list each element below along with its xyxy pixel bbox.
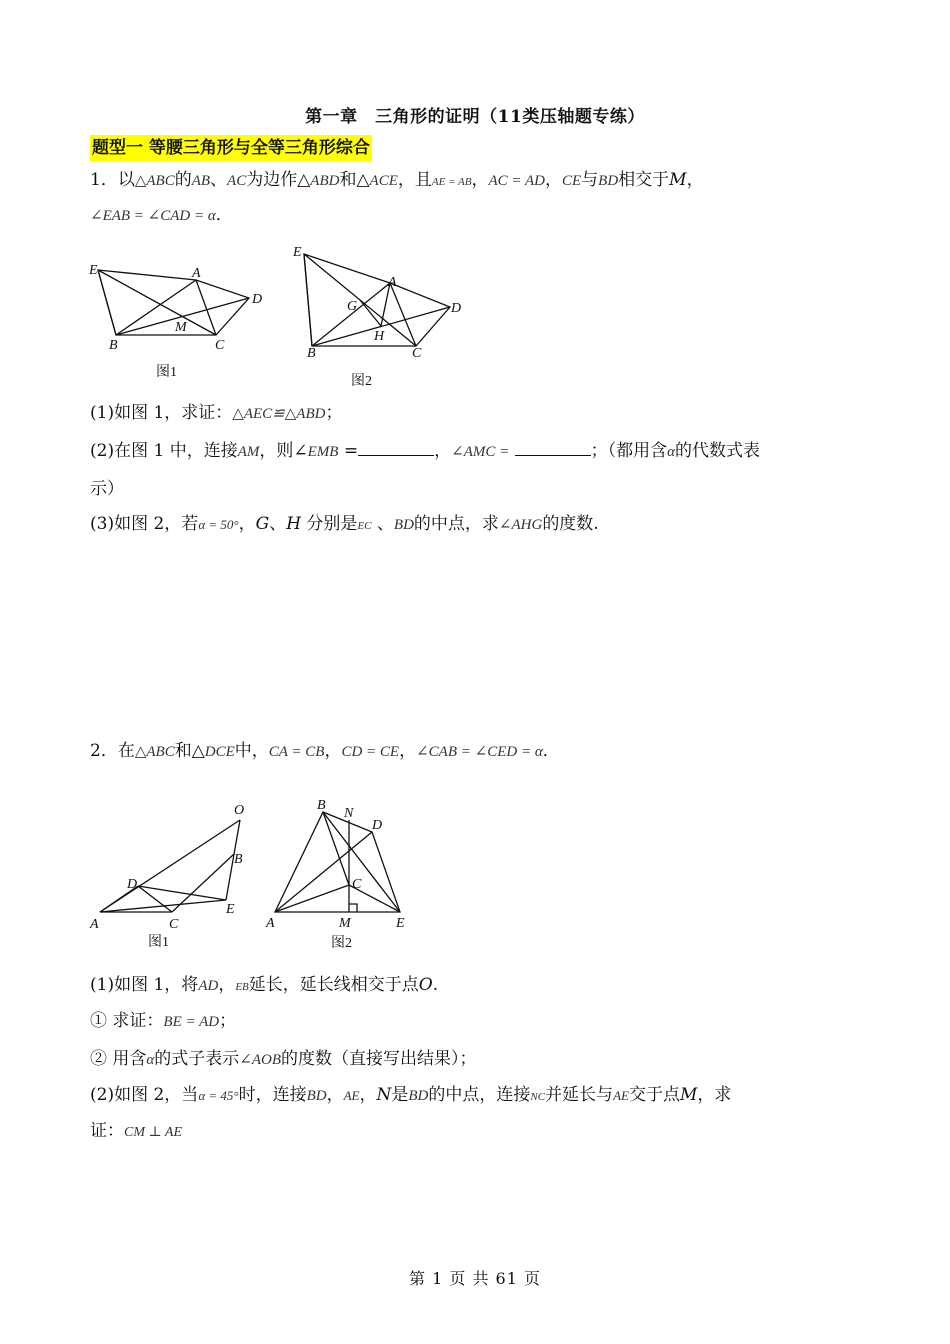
q1-fig1-label-a: A: [192, 266, 201, 281]
q2-figure-2: [260, 792, 430, 952]
q1-part-1: (1)如图 1，求证：△AEC≌△ABD；: [90, 403, 343, 423]
q1-part-2: (2)在图 1 中，连接AM，则∠EMB = ，∠AMC = ；（都用含α的代数式表: [90, 437, 760, 466]
q1-fig2-label-a: A: [388, 275, 397, 290]
q2-fig1-label-c: C: [169, 917, 179, 932]
q1-fig2-label-c: C: [412, 346, 422, 361]
q2-sub-2: ② 用含α的式子表示∠AOB的度数（直接写出结果）；: [90, 1049, 477, 1069]
q1-fig2-label-e: E: [293, 245, 302, 260]
q1-fig2-label-g: G: [347, 299, 358, 314]
q1-fig1-label-b: B: [109, 338, 118, 353]
page-footer: 第 1 页 共 61 页: [409, 1269, 541, 1288]
q1-angle-condition: ∠EAB = ∠CAD = α．: [90, 205, 233, 225]
q1-fig1-label-c: C: [215, 338, 225, 353]
q1-fig1-label-m: M: [175, 320, 187, 335]
q1-fig2-caption: 图2: [351, 374, 372, 389]
q1-fig2-label-b: B: [307, 346, 316, 361]
q2-part-2-cont: 证：CM ⊥ AE: [90, 1121, 183, 1141]
q2-fig1-label-e: E: [226, 902, 235, 917]
q1-fig1-outline: [98, 270, 249, 335]
q2-fig1-label-a: A: [90, 917, 99, 932]
q2-fig2-label-e: E: [396, 916, 405, 931]
q1-fig1-caption: 图1: [156, 365, 177, 380]
q1-fig2-label-h: H: [374, 329, 385, 344]
q2-part-1: (1)如图 1，将AD，EB延长，延长线相交于点O.: [90, 975, 439, 995]
q2-fig2-label-n: N: [344, 806, 354, 821]
q2-fig1-caption: 图1: [148, 935, 169, 950]
q2-fig2-label-d: D: [372, 818, 383, 833]
q1-fig1-label-e: E: [89, 263, 98, 278]
q1-fig1-label-d: D: [252, 292, 263, 307]
question-type-heading: 题型一 等腰三角形与全等三角形综合: [90, 135, 372, 161]
q1-part-2-cont: 示）: [90, 479, 124, 499]
page-title: 第一章 三角形的证明（11类压轴题专练）: [305, 107, 645, 127]
q1-part-3: (3)如图 2，若α = 50°，G、H 分别是EC 、BD的中点，求∠AHG的度数.: [90, 514, 599, 534]
q2-fig2-label-m: M: [339, 916, 351, 931]
q2-part-2: (2)如图 2，当α = 45°时，连接BD，AE，N是BD的中点，连接NC并延长与AE交于点M，求: [90, 1085, 732, 1105]
q2-fig1-label-b: B: [234, 852, 243, 867]
q2-fig2-label-c: C: [352, 877, 362, 892]
q2-fig1-label-d: D: [127, 877, 138, 892]
q1-stem: 1．以△ABC的AB、AC为边作△ABD和△ACE，且AE = AB，AC = AD，CE与BD相交于M，: [90, 170, 704, 190]
q2-fig2-label-b: B: [317, 798, 326, 813]
q2-sub-1: ① 求证：BE = AD；: [90, 1011, 237, 1031]
q2-fig1-label-o: O: [234, 803, 245, 818]
q2-figure-1: [86, 798, 256, 950]
q2-fig2-label-a: A: [266, 916, 275, 931]
q1-figure-1: [86, 258, 276, 383]
q1-answer-blank-2[interactable]: [515, 437, 591, 456]
q2-stem: 2．在△ABC和△DCE中，CA = CB，CD = CE，∠CAB = ∠CED = α．: [90, 741, 560, 761]
q1-answer-blank-1[interactable]: [358, 437, 434, 456]
q1-fig2-label-d: D: [451, 301, 462, 316]
q1-figure-2: [288, 240, 478, 390]
q2-fig2-caption: 图2: [331, 936, 352, 951]
